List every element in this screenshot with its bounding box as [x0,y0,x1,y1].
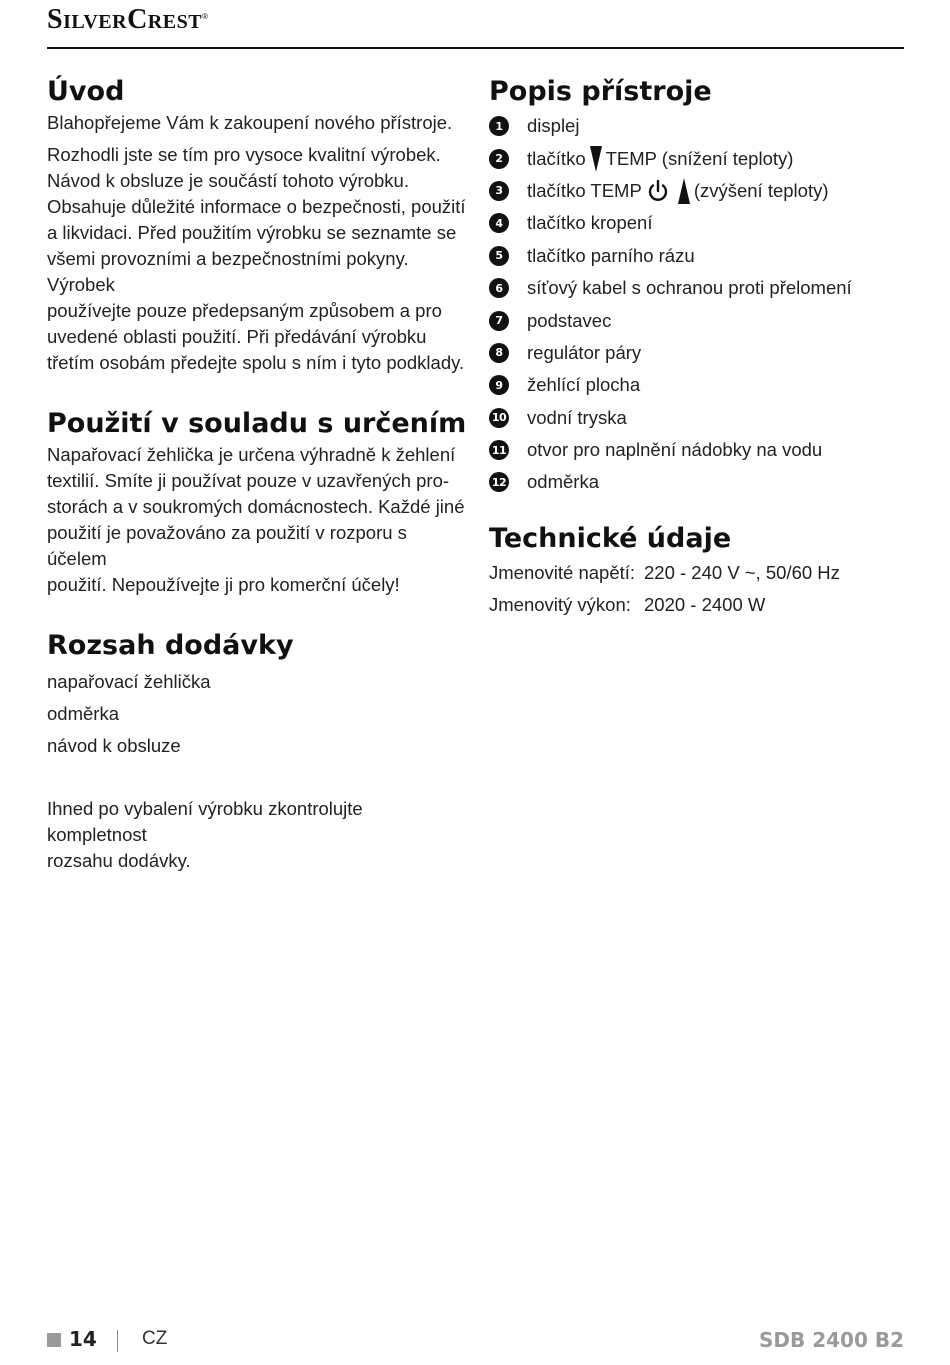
list-item: 10 vodní tryska [489,402,904,434]
spec-label: Jmenovitý výkon: [489,593,631,615]
left-column [47,74,467,874]
text-line: Napařovací žehlička je určena výhradně k žehlení [47,444,456,465]
list-item: 8 regulátor páry [489,337,904,369]
parts-list [489,110,904,499]
intro-heading: Úvod [47,76,125,107]
use-heading: Použití v souladu s určením [47,408,467,439]
model-number: SDB 2400 B2 [759,1328,904,1352]
text-line: textilií. Smíte ji používat pouze v uzavřených pro- [47,470,450,491]
text-line: všemi provozními a bezpečnostními pokyny. Výrobek [47,248,409,295]
page-footer [47,1328,904,1358]
scope-note [47,796,467,874]
text-line: Rozhodli jste se tím pro vysoce kvalitní výrobek. [47,144,441,165]
scope-item: napařovací žehlička [47,671,211,692]
scope-item: odměrka [47,703,119,724]
list-item: 9 žehlící plocha [489,369,904,401]
list-item: 7 podstavec [489,304,904,336]
text-line: třetím osobám předejte spolu s ním i tyto podklady. [47,352,465,373]
list-item: 3 tlačítko TEMP (zvýšení teploty) [489,175,904,207]
list-item: 11 otvor pro naplnění nádobky na vodu [489,434,904,466]
number-badge: 9 [489,375,509,395]
number-badge: 11 [489,440,509,460]
intro-paragraph-1: Blahopřejeme Vám k zakoupení nového přístroje. [47,112,453,133]
list-item: 4 tlačítko kropení [489,207,904,239]
number-badge: 8 [489,343,509,363]
spec-value: 220 - 240 V ~, 50/60 Hz [644,561,840,583]
header-divider [47,47,904,49]
list-item: 5 tlačítko parního rázu [489,240,904,272]
text-line: Obsahuje důležité informace o bezpečnosti, použití [47,196,466,217]
triangle-up-icon [678,177,690,205]
text-line: použití. Nepoužívejte ji pro komerční účely! [47,574,400,595]
footer-square [47,1333,61,1347]
spec-row [489,589,904,621]
brand-logo: SilverCrest® [47,4,209,35]
text-line: a likvidaci. Před použitím výrobku se seznamte se [47,222,457,243]
number-badge: 7 [489,311,509,331]
list-item: 6 síťový kabel s ochranou proti přelomení [489,272,904,304]
footer-divider [117,1330,118,1352]
number-badge: 10 [489,408,509,428]
tech-heading: Technické údaje [489,522,732,554]
text-line: Ihned po vybalení výrobku zkontrolujte kompletnost [47,798,363,845]
spec-value: 2020 - 2400 W [644,593,766,615]
intro-paragraph-2 [47,142,467,376]
use-paragraph [47,442,467,598]
spec-row [489,557,904,589]
text-line: rozsahu dodávky. [47,850,191,871]
text-line: používejte pouze předepsaným způsobem a pro [47,300,442,321]
description-heading: Popis přístroje [489,76,712,107]
text-line: použití je považováno za použití v rozporu s účelem [47,522,407,569]
scope-heading: Rozsah dodávky [47,630,294,661]
language-code: CZ [142,1328,168,1349]
text-line: Návod k obsluze je součástí tohoto výrobku. [47,170,409,191]
number-badge: 3 [489,181,509,201]
text-line: uvedené oblasti použití. Při předávání výrobku [47,326,427,347]
number-badge: 6 [489,278,509,298]
number-badge: 4 [489,213,509,233]
spec-label: Jmenovité napětí: [489,561,636,583]
right-column [489,74,904,621]
number-badge: 12 [489,472,509,492]
scope-item: návod k obsluze [47,735,181,756]
page-number: 14 [69,1327,97,1351]
number-badge: 2 [489,149,509,169]
list-item: 12 odměrka [489,466,904,498]
text-line: storách a v soukromých domácnostech. Každé jiné [47,496,465,517]
triangle-down-icon [590,145,602,173]
power-icon [646,179,670,203]
list-item: 2 tlačítko TEMP (snížení teploty) [489,142,904,174]
number-badge: 1 [489,116,509,136]
list-item: 1 displej [489,110,904,142]
number-badge: 5 [489,246,509,266]
